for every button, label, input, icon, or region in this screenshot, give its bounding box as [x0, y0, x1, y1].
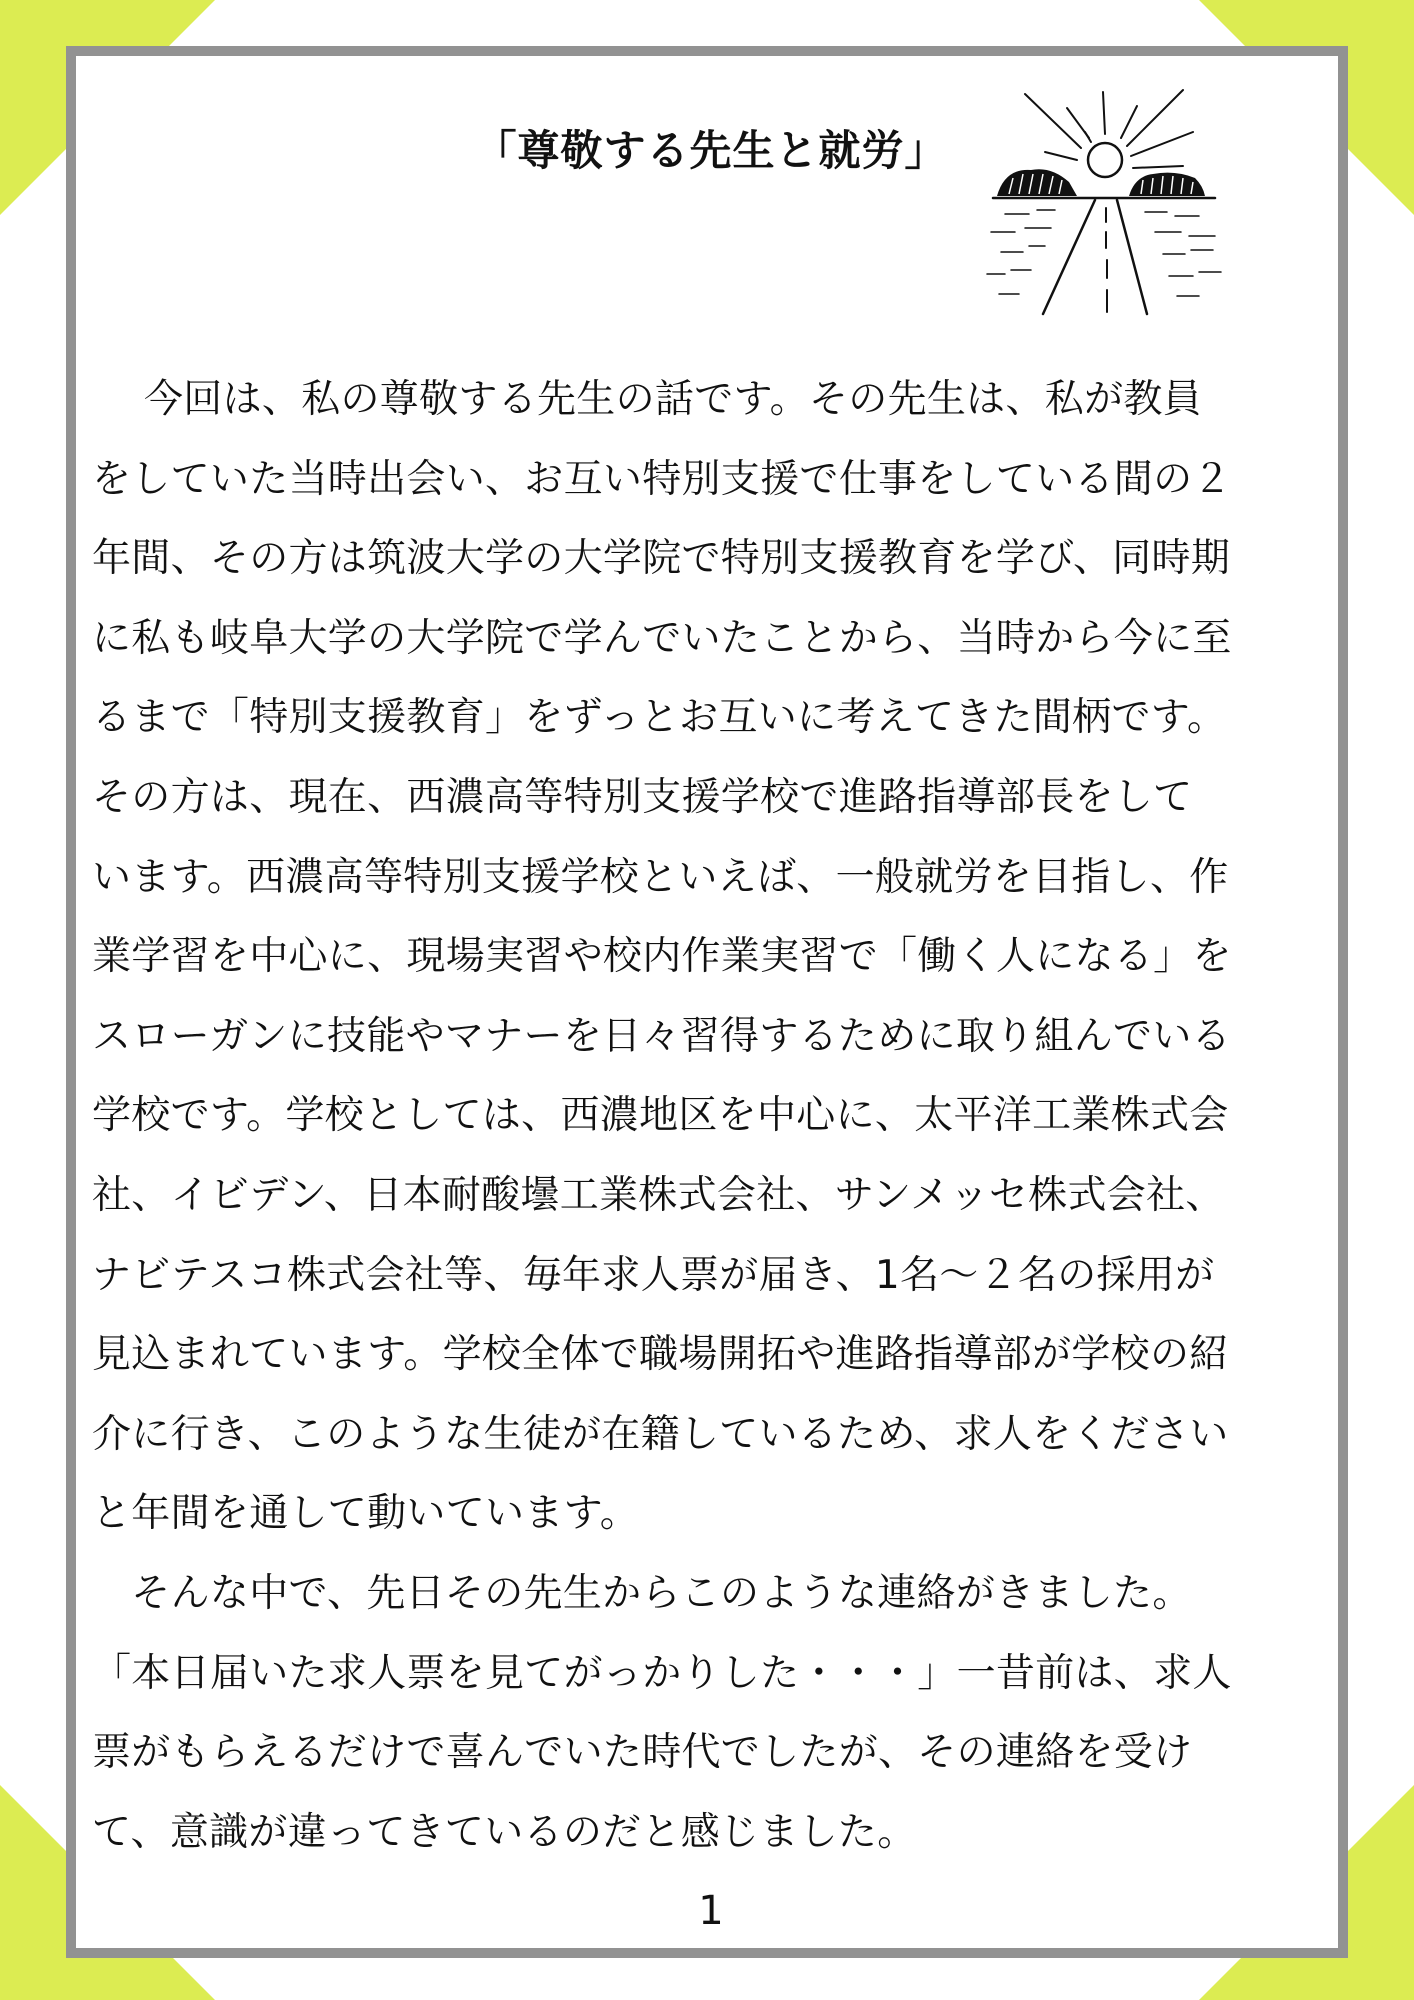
text-line: ナビテスコ株式会社等、毎年求人票が届き、1名～２名の採用が — [92, 1252, 1215, 1298]
text-line: 票がもらえるだけで喜んでいた時代でしたが、その連絡を受け — [92, 1730, 1193, 1776]
text-line: に私も岐阜大学の大学院で学んでいたことから、当時から今に至 — [92, 615, 1232, 661]
text-line: と年間を通して動いています。 — [92, 1491, 640, 1537]
text-line: 今回は、私の尊敬する先生の話です。その先生は、私が教員 — [92, 377, 1202, 422]
text-line: 「本日届いた求人票を見てがっかりした・・・」一昔前は、求人 — [92, 1650, 1232, 1696]
text-line: 年間、その方は筑波大学の大学院で特別支援教育を学び、同時期 — [92, 536, 1231, 582]
page-number: 1 — [698, 1888, 724, 1934]
text-line: います。西濃高等特別支援学校といえば、一般就労を目指し、作 — [92, 854, 1229, 900]
body-text — [92, 360, 1332, 1872]
text-line: 業学習を中心に、現場実習や校内作業実習で「働く人になる」を — [92, 934, 1232, 980]
text-line: て、意識が違ってきているのだと感じました。 — [92, 1809, 917, 1855]
text-line: 見込まれています。学校全体で職場開拓や進路指導部が学校の紹 — [92, 1332, 1229, 1378]
page-title: 「尊敬する先生と就労」 — [474, 126, 948, 175]
text-line: るまで「特別支援教育」をずっとお互いに考えてきた間柄です。 — [92, 695, 1227, 741]
text-line: 社、イビデン、日本耐酸壜工業株式会社、サンメッセ株式会社、 — [92, 1172, 1225, 1218]
text-line: 介に行き、このような生徒が在籍しているため、求人をください — [92, 1411, 1229, 1457]
text-line: そんな中で、先日その先生からこのような連絡がきました。 — [92, 1570, 1192, 1616]
sunrise-road-icon — [985, 82, 1225, 332]
text-line: をしていた当時出会い、お互い特別支援で仕事をしている間の２ — [92, 456, 1232, 502]
text-line: その方は、現在、西濃高等特別支援学校で進路指導部長をして — [92, 774, 1193, 820]
text-line: 学校です。学校としては、西濃地区を中心に、太平洋工業株式会 — [92, 1093, 1229, 1139]
text-line: スローガンに技能やマナーを日々習得するために取り組んでいる — [92, 1013, 1231, 1059]
